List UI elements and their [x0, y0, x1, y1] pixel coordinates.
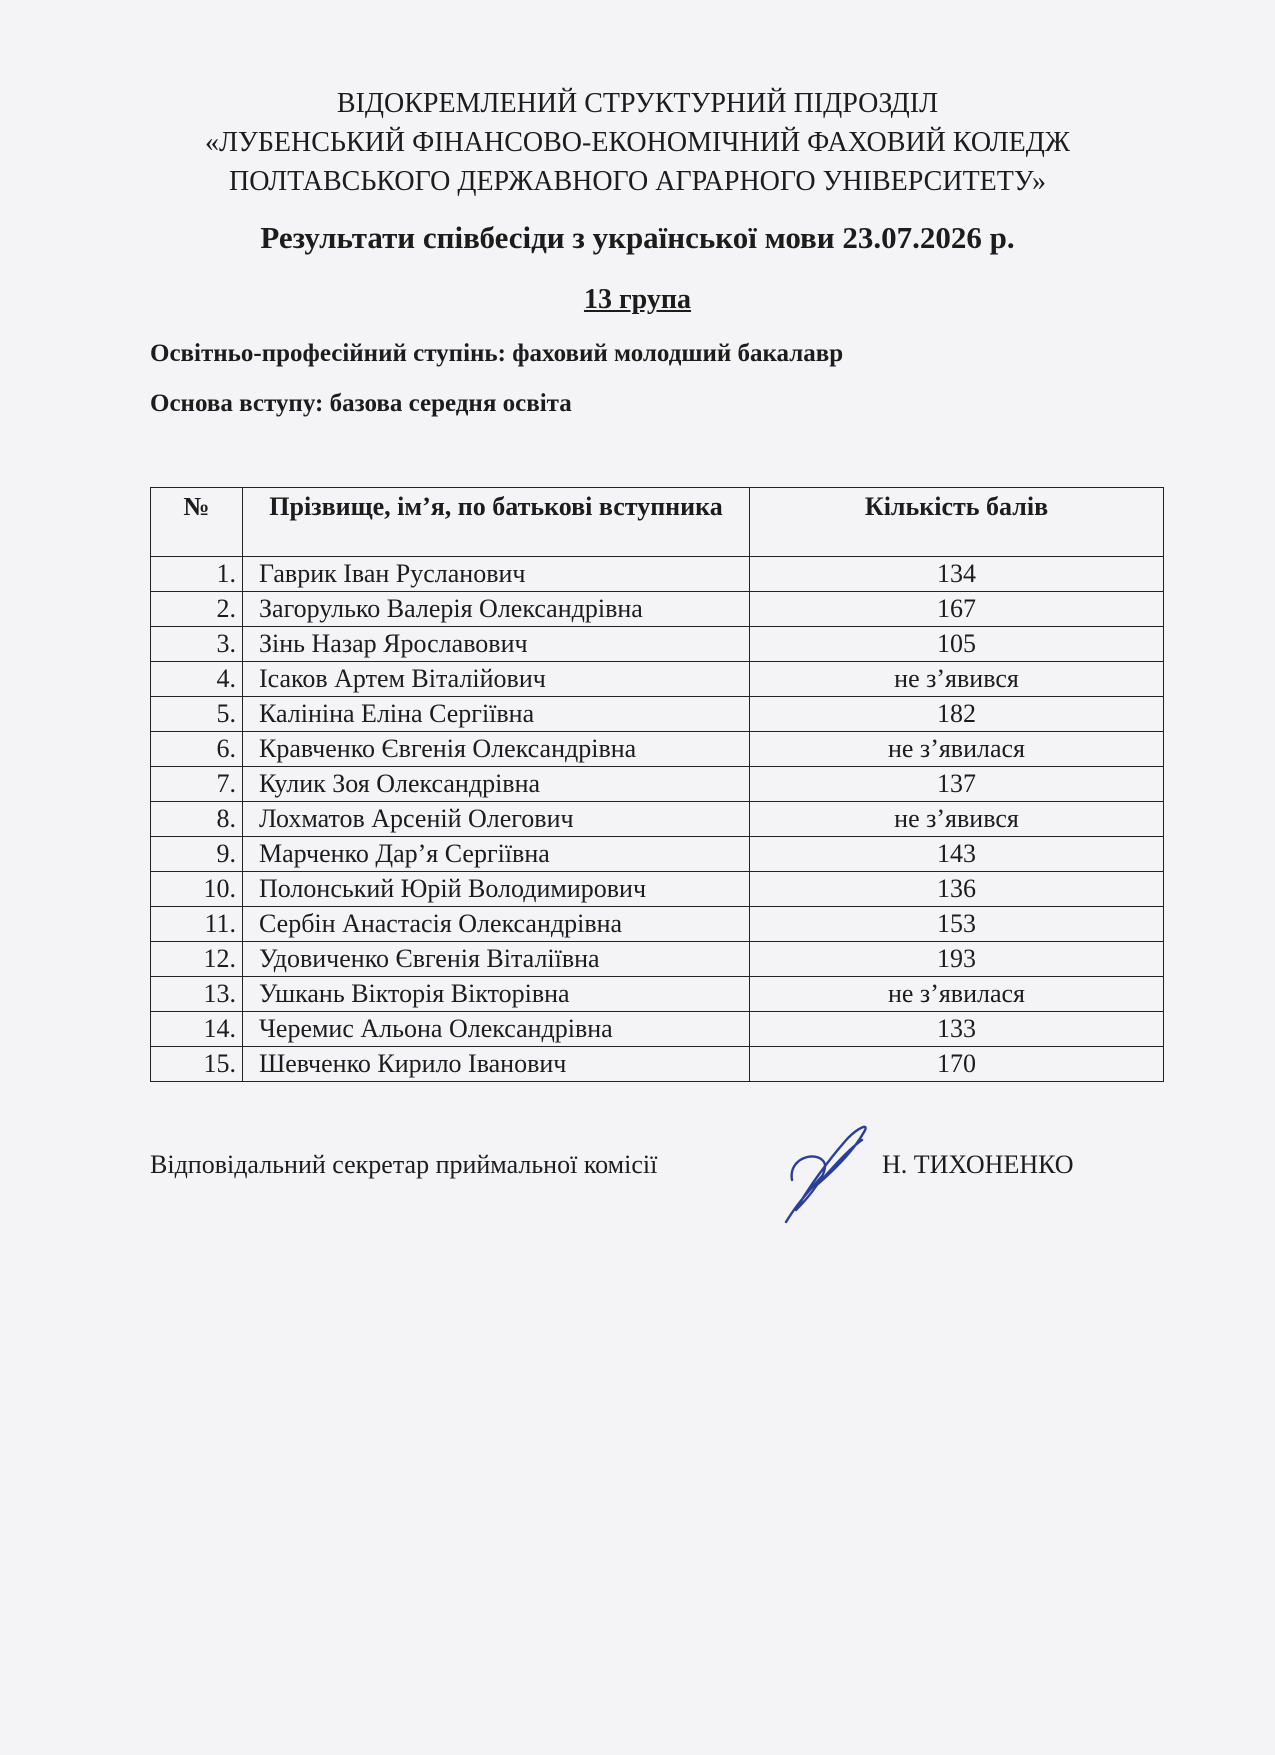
- table-row: [151, 977, 1164, 1012]
- signature-icon: [778, 1118, 878, 1228]
- row-number: 11.: [151, 907, 243, 942]
- table-row: [151, 697, 1164, 732]
- row-name: Черемис Альона Олександрівна: [243, 1012, 750, 1047]
- table-row: [151, 557, 1164, 592]
- row-number: 15.: [151, 1047, 243, 1082]
- row-score: 134: [750, 557, 1164, 592]
- row-number: 3.: [151, 627, 243, 662]
- row-score: не з’явився: [750, 802, 1164, 837]
- table-body: [151, 557, 1164, 1082]
- header-name: Прізвище, ім’я, по батькові вступника: [243, 488, 750, 557]
- table-row: [151, 1047, 1164, 1082]
- row-number: 5.: [151, 697, 243, 732]
- row-name: Ушкань Вікторія Вікторівна: [243, 977, 750, 1012]
- institution-line-1: ВІДОКРЕМЛЕНИЙ СТРУКТУРНИЙ ПІДРОЗДІЛ: [336, 88, 939, 119]
- group-label: 13 група: [583, 284, 692, 315]
- row-score: 105: [750, 627, 1164, 662]
- table-row: [151, 942, 1164, 977]
- row-number: 8.: [151, 802, 243, 837]
- row-number: 6.: [151, 732, 243, 767]
- table-row: [151, 627, 1164, 662]
- table-header-row: [151, 488, 1164, 557]
- institution-header: [0, 84, 1275, 201]
- table-row: [151, 907, 1164, 942]
- row-number: 14.: [151, 1012, 243, 1047]
- row-number: 12.: [151, 942, 243, 977]
- row-name: Калініна Еліна Сергіївна: [243, 697, 750, 732]
- row-score: 136: [750, 872, 1164, 907]
- row-name: Кравченко Євгенія Олександрівна: [243, 732, 750, 767]
- degree-line: Освітньо-професійний ступінь: фаховий молодший бакалавр: [150, 340, 844, 367]
- row-score: 182: [750, 697, 1164, 732]
- row-score: 137: [750, 767, 1164, 802]
- row-score: не з’явилася: [750, 732, 1164, 767]
- row-score: 193: [750, 942, 1164, 977]
- row-number: 1.: [151, 557, 243, 592]
- table-row: [151, 802, 1164, 837]
- row-score: не з’явився: [750, 662, 1164, 697]
- table-row: [151, 767, 1164, 802]
- row-name: Загорулько Валерія Олександрівна: [243, 592, 750, 627]
- row-score: 133: [750, 1012, 1164, 1047]
- table-row: [151, 1012, 1164, 1047]
- row-name: Кулик Зоя Олександрівна: [243, 767, 750, 802]
- secretary-label: Відповідальний секретар приймальної комісії: [150, 1150, 658, 1179]
- table-row: [151, 592, 1164, 627]
- row-score: 153: [750, 907, 1164, 942]
- row-name: Лохматов Арсеній Олегович: [243, 802, 750, 837]
- row-number: 2.: [151, 592, 243, 627]
- row-name: Гаврик Іван Русланович: [243, 557, 750, 592]
- document-title: Результати співбесіди з української мови 23.07.2026 р.: [260, 220, 1015, 255]
- row-name: Шевченко Кирило Іванович: [243, 1047, 750, 1082]
- table-row: [151, 872, 1164, 907]
- institution-line-2: «ЛУБЕНСЬКИЙ ФІНАНСОВО-ЕКОНОМІЧНИЙ ФАХОВИЙ КОЛЕДЖ: [205, 127, 1070, 158]
- row-name: Удовиченко Євгенія Віталіївна: [243, 942, 750, 977]
- admission-basis-line: Основа вступу: базова середня освіта: [150, 390, 572, 417]
- row-name: Марченко Дар’я Сергіївна: [243, 837, 750, 872]
- group-heading: [0, 284, 1275, 316]
- row-score: 143: [750, 837, 1164, 872]
- row-name: Ісаков Артем Віталійович: [243, 662, 750, 697]
- table-row: [151, 837, 1164, 872]
- row-number: 7.: [151, 767, 243, 802]
- row-number: 9.: [151, 837, 243, 872]
- row-number: 4.: [151, 662, 243, 697]
- row-score: 170: [750, 1047, 1164, 1082]
- table-row: [151, 662, 1164, 697]
- row-score: 167: [750, 592, 1164, 627]
- row-name: Полонський Юрій Володимирович: [243, 872, 750, 907]
- results-table: [150, 487, 1164, 1082]
- row-number: 13.: [151, 977, 243, 1012]
- secretary-name: Н. ТИХОНЕНКО: [882, 1150, 1074, 1179]
- row-number: 10.: [151, 872, 243, 907]
- table-row: [151, 732, 1164, 767]
- institution-line-3: ПОЛТАВСЬКОГО ДЕРЖАВНОГО АГРАРНОГО УНІВЕРСИТЕТУ»: [229, 166, 1046, 197]
- row-name: Сербін Анастасія Олександрівна: [243, 907, 750, 942]
- row-name: Зінь Назар Ярославович: [243, 627, 750, 662]
- header-score: Кількість балів: [750, 488, 1164, 557]
- header-number: №: [151, 488, 243, 557]
- row-score: не з’явилася: [750, 977, 1164, 1012]
